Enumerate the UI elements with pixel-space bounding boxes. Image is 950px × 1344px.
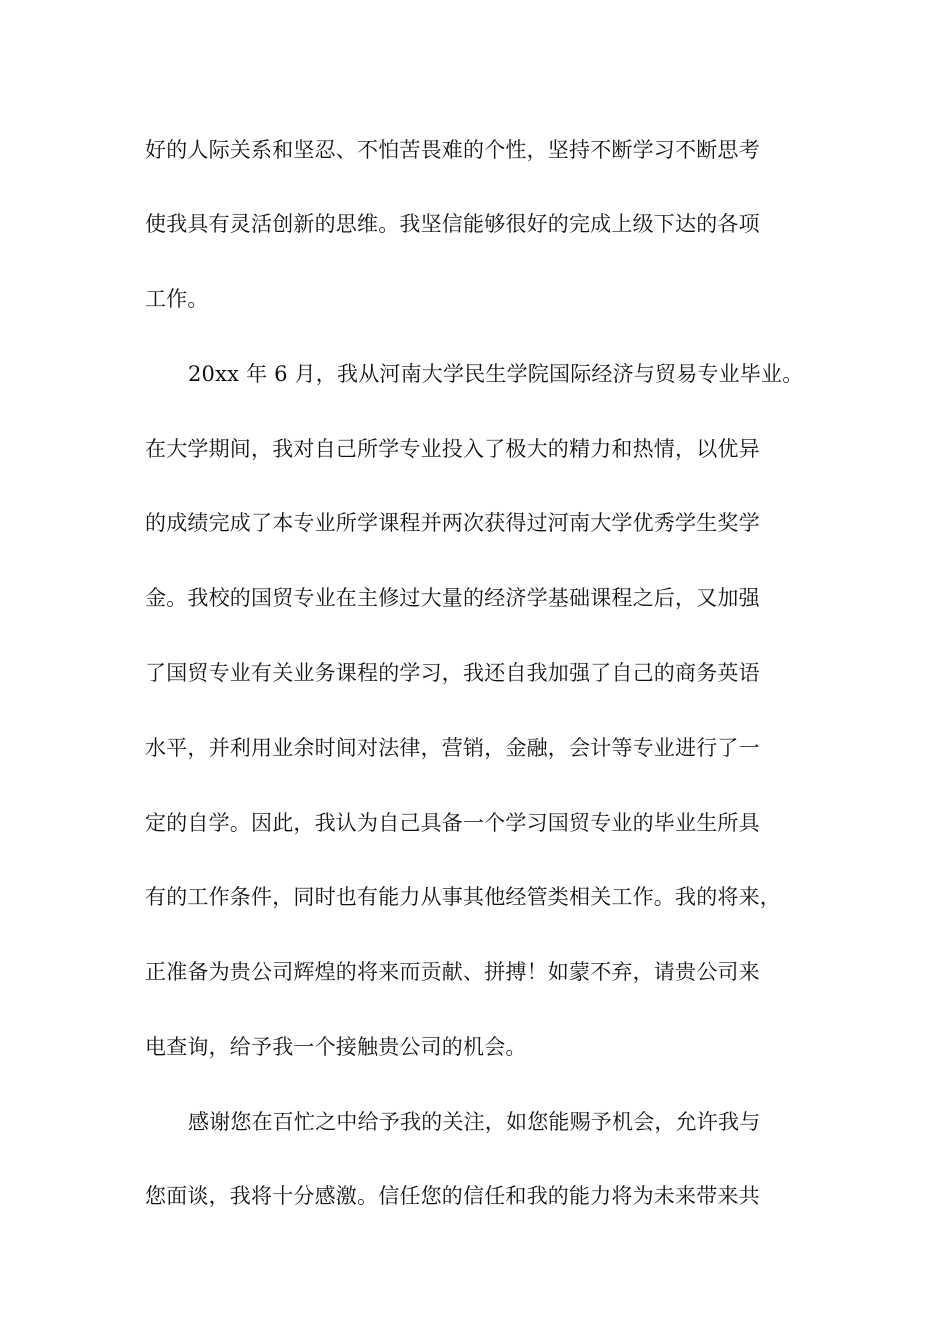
text-line: 在大学期间，我对自己所学专业投入了极大的精力和热情，以优异 — [145, 437, 760, 461]
text-line: 正准备为贵公司辉煌的将来而贡献、拼搏！如蒙不弃，请贵公司来 — [145, 960, 760, 984]
text-line: 的成绩完成了本专业所学课程并两次获得过河南大学优秀学生奖学 — [145, 511, 760, 535]
text-line: 使我具有灵活创新的思维。我坚信能够很好的完成上级下达的各项 — [145, 212, 760, 236]
text-line: 定的自学。因此，我认为自己具备一个学习国贸专业的毕业生所具 — [145, 811, 760, 835]
text-line: 好的人际关系和坚忍、不怕苦畏难的个性，坚持不断学习不断思考 — [145, 138, 760, 162]
paragraph-start-line: 20xx 年 6 月，我从河南大学民生学院国际经济与贸易专业毕业。 — [188, 362, 804, 386]
text-line: 了国贸专业有关业务课程的学习，我还自我加强了自己的商务英语 — [145, 661, 760, 685]
text-line: 金。我校的国贸专业在主修过大量的经济学基础课程之后，又加强 — [145, 586, 760, 610]
text-line: 水平，并利用业余时间对法律，营销，金融，会计等专业进行了一 — [145, 736, 760, 760]
text-line: 电查询，给予我一个接触贵公司的机会。 — [145, 1035, 527, 1059]
text-line: 您面谈，我将十分感激。信任您的信任和我的能力将为未来带来共 — [145, 1184, 760, 1208]
paragraph-start-line: 感谢您在百忙之中给予我的关注，如您能赐予机会，允许我与 — [188, 1110, 761, 1134]
text-line: 工作。 — [145, 287, 209, 311]
text-line: 有的工作条件，同时也有能力从事其他经管类相关工作。我的将来， — [145, 885, 781, 909]
